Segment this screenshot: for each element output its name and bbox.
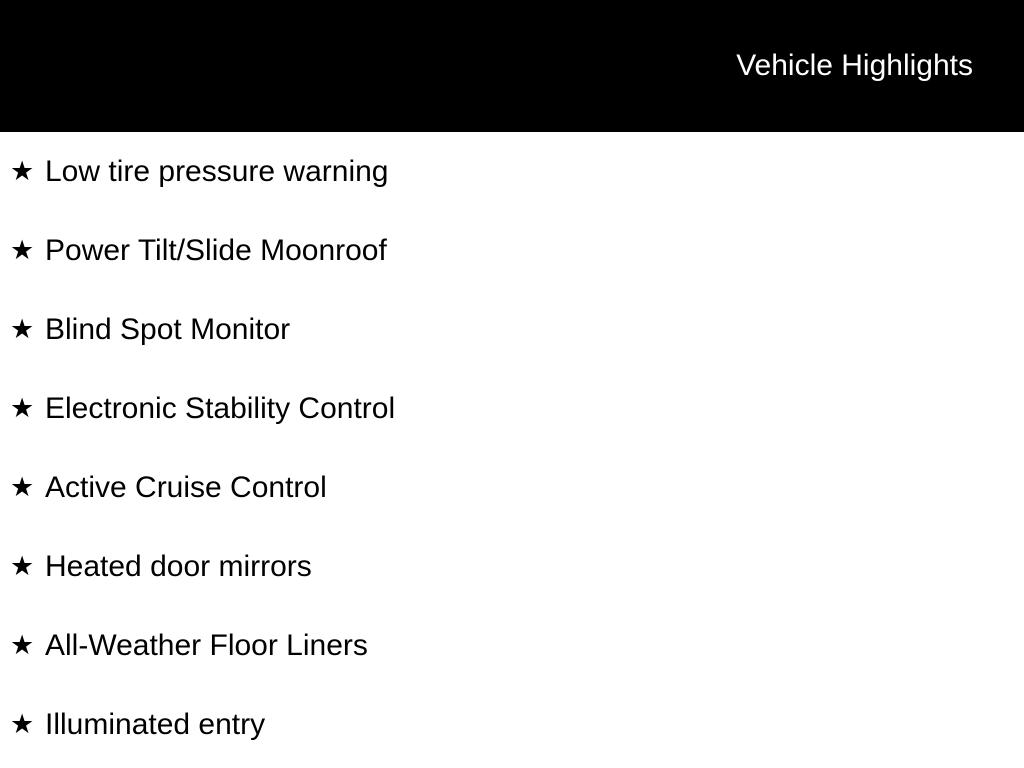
star-icon: ★ xyxy=(10,472,35,502)
list-item-label: Low tire pressure warning xyxy=(45,154,389,188)
list-item xyxy=(0,369,1024,448)
highlights-list xyxy=(0,132,1024,764)
list-item xyxy=(0,448,1024,527)
list-item-label: Blind Spot Monitor xyxy=(45,312,291,346)
star-icon: ★ xyxy=(10,630,35,660)
star-icon: ★ xyxy=(10,551,35,581)
list-item-label: Power Tilt/Slide Moonroof xyxy=(45,233,387,267)
star-icon: ★ xyxy=(10,156,35,186)
list-item xyxy=(0,527,1024,606)
star-icon: ★ xyxy=(10,709,35,739)
list-item xyxy=(0,290,1024,369)
page-title: Vehicle Highlights xyxy=(736,49,973,82)
list-item-label: All-Weather Floor Liners xyxy=(45,628,368,662)
list-item xyxy=(0,211,1024,290)
header-bar xyxy=(0,0,1024,132)
list-item xyxy=(0,132,1024,211)
star-icon: ★ xyxy=(10,393,35,423)
list-item-label: Illuminated entry xyxy=(45,707,266,741)
star-icon: ★ xyxy=(10,314,35,344)
list-item-label: Heated door mirrors xyxy=(45,549,312,583)
list-item-label: Electronic Stability Control xyxy=(45,391,396,425)
list-item-label: Active Cruise Control xyxy=(45,470,327,504)
list-item xyxy=(0,606,1024,685)
list-item xyxy=(0,685,1024,764)
star-icon: ★ xyxy=(10,235,35,265)
